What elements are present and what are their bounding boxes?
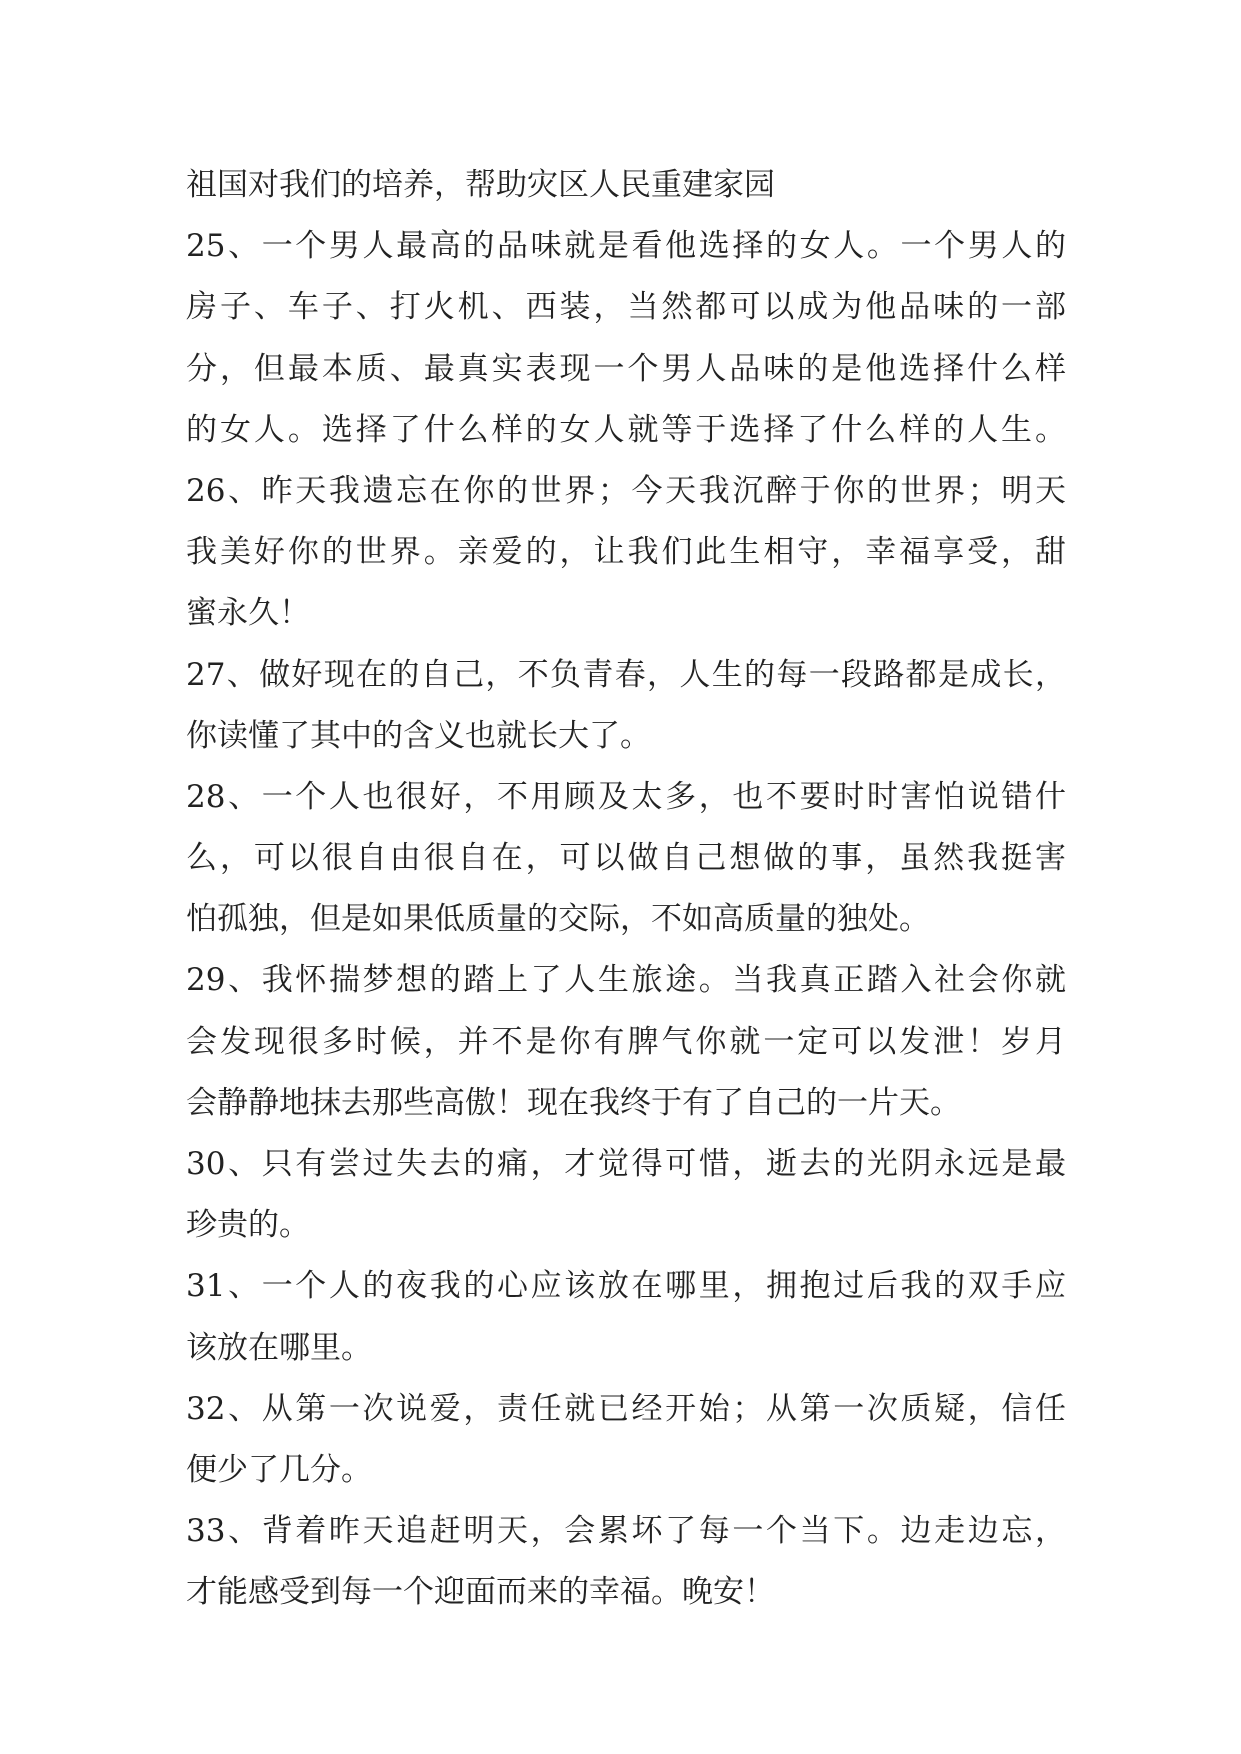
text-line: 26、昨天我遗忘在你的世界；今天我沉醉于你的世界；明天 xyxy=(186,472,1066,509)
text-line: 25、一个男人最高的品味就是看他选择的女人。一个男人的 xyxy=(186,228,1066,265)
text-line: 祖国对我们的培养，帮助灾区人民重建家园 xyxy=(186,167,775,203)
text-line: 珍贵的。 xyxy=(186,1207,310,1244)
text-line: 你读懂了其中的含义也就长大了。 xyxy=(186,717,651,754)
text-line: 分，但最本质、最真实表现一个男人品味的是他选择什么样 xyxy=(186,350,1066,387)
text-line: 么，可以很自由很自在，可以做自己想做的事，虽然我挺害 xyxy=(186,840,1066,877)
text-line: 我美好你的世界。亲爱的，让我们此生相守，幸福享受，甜 xyxy=(186,534,1066,571)
text-line: 怕孤独，但是如果低质量的交际，不如高质量的独处。 xyxy=(186,901,930,938)
text-line: 33、背着昨天追赶明天，会累坏了每一个当下。边走边忘， xyxy=(186,1513,1066,1550)
text-line: 28、一个人也很好，不用顾及太多，也不要时时害怕说错什 xyxy=(186,778,1066,815)
text-line: 便少了几分。 xyxy=(186,1451,372,1488)
text-line: 该放在哪里。 xyxy=(186,1329,372,1366)
text-line: 蜜永久！ xyxy=(186,595,310,632)
text-line: 27、做好现在的自己，不负青春，人生的每一段路都是成长， xyxy=(186,656,1066,693)
text-line: 房子、车子、打火机、西装，当然都可以成为他品味的一部 xyxy=(186,289,1066,326)
text-line: 会发现很多时候，并不是你有脾气你就一定可以发泄！岁月 xyxy=(186,1023,1066,1060)
text-line: 会静静地抹去那些高傲！现在我终于有了自己的一片天。 xyxy=(186,1084,961,1121)
text-line: 29、我怀揣梦想的踏上了人生旅途。当我真正踏入社会你就 xyxy=(186,962,1066,999)
body-text xyxy=(186,155,1066,1624)
text-line: 30、只有尝过失去的痛，才觉得可惜，逝去的光阴永远是最 xyxy=(186,1146,1066,1182)
text-line: 32、从第一次说爱，责任就已经开始；从第一次质疑，信任 xyxy=(186,1390,1066,1427)
text-line: 才能感受到每一个迎面而来的幸福。晚安！ xyxy=(186,1574,775,1611)
text-line: 的女人。选择了什么样的女人就等于选择了什么样的人生。 xyxy=(186,411,1066,448)
text-line: 31、一个人的夜我的心应该放在哪里，拥抱过后我的双手应 xyxy=(186,1268,1066,1305)
